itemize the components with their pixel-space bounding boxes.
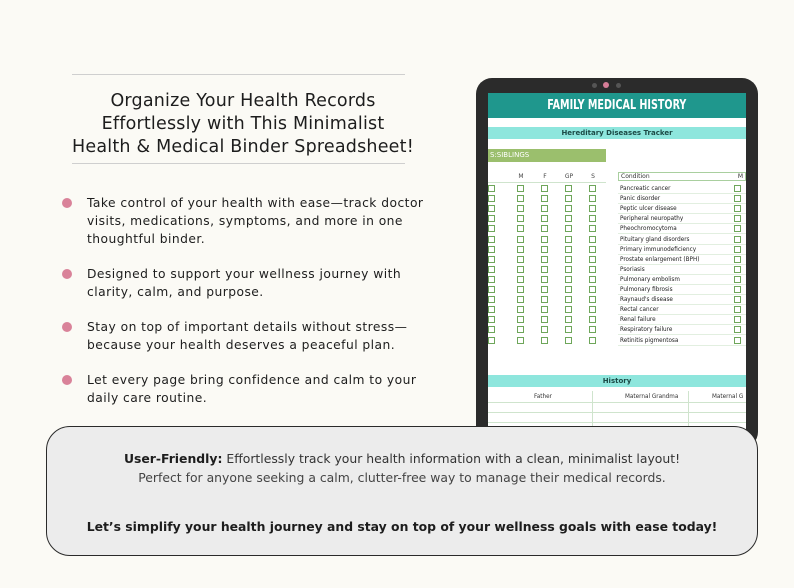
condition-label: Retinitis pigmentosa bbox=[620, 337, 679, 344]
condition-label: Pituitary gland disorders bbox=[620, 236, 690, 243]
checkbox[interactable] bbox=[565, 296, 572, 303]
feature-text: Take control of your health with ease—track doctor bbox=[87, 196, 424, 210]
checkbox[interactable] bbox=[565, 276, 572, 283]
checkbox[interactable] bbox=[565, 246, 572, 253]
condition-row bbox=[618, 325, 746, 335]
checkbox[interactable] bbox=[734, 256, 741, 263]
headline-line-2: Effortlessly with This Minimalist bbox=[101, 114, 385, 134]
checkbox[interactable] bbox=[589, 286, 596, 293]
checkbox[interactable] bbox=[589, 276, 596, 283]
checkbox[interactable] bbox=[517, 185, 524, 192]
checkbox[interactable] bbox=[517, 276, 524, 283]
grid-line bbox=[488, 422, 746, 423]
feature-item bbox=[62, 371, 416, 407]
checkbox[interactable] bbox=[488, 306, 495, 313]
callout-line-1 bbox=[47, 449, 757, 468]
checkbox[interactable] bbox=[565, 225, 572, 232]
checkbox[interactable] bbox=[517, 337, 524, 344]
checkbox[interactable] bbox=[589, 246, 596, 253]
checkbox[interactable] bbox=[541, 316, 548, 323]
feature-text: Let every page bring confidence and calm to your bbox=[87, 373, 417, 387]
checkbox[interactable] bbox=[488, 185, 495, 192]
feature-text: Stay on top of important details without stress— bbox=[87, 320, 408, 334]
feature-item bbox=[62, 265, 401, 301]
bullet-dot-icon bbox=[62, 322, 72, 332]
checkbox[interactable] bbox=[541, 195, 548, 202]
condition-label: Psoriasis bbox=[620, 266, 645, 273]
column-header: F bbox=[543, 173, 547, 180]
bullet-dot-icon bbox=[62, 198, 72, 208]
checkbox[interactable] bbox=[589, 326, 596, 333]
checkbox[interactable] bbox=[541, 306, 548, 313]
checkbox[interactable] bbox=[589, 236, 596, 243]
checkbox[interactable] bbox=[541, 296, 548, 303]
condition-label: Rectal cancer bbox=[620, 307, 659, 314]
condition-row bbox=[618, 204, 746, 214]
checkbox[interactable] bbox=[541, 256, 548, 263]
feature-item bbox=[62, 318, 407, 354]
checkbox[interactable] bbox=[589, 185, 596, 192]
condition-row bbox=[618, 315, 746, 325]
callout-label: User-Friendly: bbox=[123, 451, 223, 466]
checkbox[interactable] bbox=[517, 205, 524, 212]
checkbox[interactable] bbox=[541, 225, 548, 232]
checkbox[interactable] bbox=[565, 185, 572, 192]
grid-line bbox=[488, 402, 746, 403]
headline-line-3: Health & Medical Binder Spreadsheet! bbox=[72, 137, 414, 157]
condition-label: Raynaud's disease bbox=[620, 297, 673, 304]
sheet-title: FAMILY MEDICAL HISTORY bbox=[488, 93, 746, 118]
checkbox[interactable] bbox=[734, 246, 741, 253]
checkbox[interactable] bbox=[517, 306, 524, 313]
feature-text: thoughtful binder. bbox=[87, 232, 206, 246]
checkbox[interactable] bbox=[541, 205, 548, 212]
condition-row bbox=[618, 275, 746, 285]
camera-icon bbox=[603, 82, 609, 88]
checkbox[interactable] bbox=[589, 296, 596, 303]
checkbox[interactable] bbox=[488, 246, 495, 253]
column-header: S bbox=[591, 173, 595, 180]
headline bbox=[55, 90, 431, 159]
checkbox[interactable] bbox=[734, 306, 741, 313]
bullet-dot-icon bbox=[62, 375, 72, 385]
checkbox[interactable] bbox=[541, 215, 548, 222]
condition-row bbox=[618, 336, 746, 346]
condition-row bbox=[618, 214, 746, 224]
checkbox[interactable] bbox=[734, 225, 741, 232]
checkbox[interactable] bbox=[589, 256, 596, 263]
checkbox[interactable] bbox=[488, 215, 495, 222]
condition-label: Respiratory failure bbox=[620, 327, 673, 334]
history-column: Father bbox=[534, 394, 552, 400]
headline-line-1: Organize Your Health Records bbox=[110, 91, 376, 111]
checkbox[interactable] bbox=[565, 286, 572, 293]
checkbox[interactable] bbox=[488, 337, 495, 344]
feature-text: clarity, calm, and purpose. bbox=[87, 285, 264, 299]
checkbox[interactable] bbox=[517, 256, 524, 263]
callout-line-2: Perfect for anyone seeking a calm, clutter-free way to manage their medical records. bbox=[138, 470, 666, 485]
checkbox[interactable] bbox=[565, 266, 572, 273]
condition-label: Pulmonary embolism bbox=[620, 276, 680, 283]
checkbox[interactable] bbox=[565, 236, 572, 243]
checkbox[interactable] bbox=[565, 205, 572, 212]
checkbox[interactable] bbox=[517, 195, 524, 202]
checkbox[interactable] bbox=[488, 266, 495, 273]
grid-line bbox=[488, 412, 746, 413]
checkbox[interactable] bbox=[565, 256, 572, 263]
checkbox[interactable] bbox=[488, 326, 495, 333]
checkbox[interactable] bbox=[734, 316, 741, 323]
feature-text: Designed to support your wellness journey with bbox=[87, 267, 402, 281]
checkbox[interactable] bbox=[488, 316, 495, 323]
user-friendly-callout bbox=[46, 426, 758, 556]
checkbox[interactable] bbox=[565, 195, 572, 202]
grid-line bbox=[592, 391, 593, 431]
condition-row bbox=[618, 224, 746, 234]
condition-label: Renal failure bbox=[620, 317, 656, 324]
checkbox[interactable] bbox=[488, 225, 495, 232]
condition-row bbox=[618, 265, 746, 275]
checkbox[interactable] bbox=[589, 316, 596, 323]
checkbox[interactable] bbox=[488, 276, 495, 283]
checkbox[interactable] bbox=[734, 276, 741, 283]
checkbox[interactable] bbox=[734, 286, 741, 293]
checkbox[interactable] bbox=[565, 316, 572, 323]
feature-text: daily care routine. bbox=[87, 391, 208, 405]
siblings-label: S:SIBLINGS bbox=[488, 149, 606, 162]
condition-label: Primary immunodeficiency bbox=[620, 246, 697, 253]
checkbox[interactable] bbox=[517, 215, 524, 222]
checkbox[interactable] bbox=[517, 286, 524, 293]
checkbox[interactable] bbox=[565, 215, 572, 222]
condition-label: Pancreatic cancer bbox=[620, 186, 671, 192]
checkbox[interactable] bbox=[589, 266, 596, 273]
checkbox[interactable] bbox=[541, 266, 548, 273]
checkbox[interactable] bbox=[734, 236, 741, 243]
tracker-title: Hereditary Diseases Tracker bbox=[488, 127, 746, 139]
checkbox[interactable] bbox=[589, 195, 596, 202]
condition-row bbox=[618, 255, 746, 265]
checkbox[interactable] bbox=[488, 236, 495, 243]
feature-text: because your health deserves a peaceful plan. bbox=[87, 338, 396, 352]
checkbox[interactable] bbox=[589, 205, 596, 212]
callout-tagline: Let’s simplify your health journey and stay on top of your wellness goals with ease today! bbox=[86, 519, 718, 534]
checkbox[interactable] bbox=[565, 326, 572, 333]
checkbox[interactable] bbox=[565, 306, 572, 313]
condition-label: Peptic ulcer disease bbox=[620, 206, 677, 213]
history-title: History bbox=[488, 375, 746, 387]
checkbox[interactable] bbox=[488, 205, 495, 212]
condition-row bbox=[618, 235, 746, 245]
condition-label: Pulmonary fibrosis bbox=[620, 287, 673, 293]
checkbox[interactable] bbox=[734, 266, 741, 273]
condition-row bbox=[618, 295, 746, 305]
checkbox[interactable] bbox=[734, 195, 741, 202]
condition-label: Peripheral neuropathy bbox=[620, 216, 684, 223]
checkbox[interactable] bbox=[488, 286, 495, 293]
feature-item bbox=[62, 194, 423, 248]
checkbox[interactable] bbox=[488, 296, 495, 303]
checkbox[interactable] bbox=[589, 215, 596, 222]
callout-text: Effortlessly track your health information with a clean, minimalist layout! bbox=[226, 451, 681, 466]
condition-label: Panic disorder bbox=[620, 196, 661, 203]
checkbox[interactable] bbox=[589, 337, 596, 344]
checkbox[interactable] bbox=[541, 286, 548, 293]
checkbox[interactable] bbox=[734, 205, 741, 212]
checkbox[interactable] bbox=[517, 296, 524, 303]
checkbox[interactable] bbox=[517, 316, 524, 323]
condition-row bbox=[618, 285, 746, 295]
condition-row bbox=[618, 184, 746, 194]
spreadsheet-preview bbox=[488, 93, 746, 448]
checkbox[interactable] bbox=[488, 256, 495, 263]
column-header: GP bbox=[564, 173, 574, 180]
condition-row bbox=[618, 305, 746, 315]
feature-text: visits, medications, symptoms, and more in one bbox=[87, 214, 403, 228]
checkbox[interactable] bbox=[488, 195, 495, 202]
top-divider bbox=[72, 74, 405, 75]
condition-row bbox=[618, 245, 746, 255]
history-column: Maternal G bbox=[712, 394, 744, 400]
grid-line bbox=[488, 182, 606, 183]
checkbox[interactable] bbox=[517, 326, 524, 333]
checkbox[interactable] bbox=[589, 306, 596, 313]
history-column: Maternal Grandma bbox=[625, 394, 679, 400]
checkbox[interactable] bbox=[734, 185, 741, 192]
tablet-mockup bbox=[476, 78, 758, 448]
checkbox[interactable] bbox=[541, 276, 548, 283]
checkbox[interactable] bbox=[517, 246, 524, 253]
checkbox[interactable] bbox=[734, 337, 741, 344]
checkbox[interactable] bbox=[541, 326, 548, 333]
checkbox[interactable] bbox=[541, 185, 548, 192]
checkbox[interactable] bbox=[734, 215, 741, 222]
grid-line bbox=[688, 391, 689, 431]
checkbox[interactable] bbox=[541, 337, 548, 344]
checkbox[interactable] bbox=[517, 225, 524, 232]
checkbox[interactable] bbox=[517, 236, 524, 243]
camera-icon bbox=[592, 83, 597, 88]
camera-icon bbox=[616, 83, 621, 88]
checkbox[interactable] bbox=[541, 246, 548, 253]
condition-header: Condition M bbox=[618, 172, 746, 181]
checkbox[interactable] bbox=[734, 326, 741, 333]
headline-divider bbox=[72, 163, 405, 164]
condition-row bbox=[618, 194, 746, 204]
checkbox[interactable] bbox=[734, 296, 741, 303]
checkbox[interactable] bbox=[517, 266, 524, 273]
condition-label: Prostate enlargement (BPH) bbox=[620, 256, 700, 263]
checkbox[interactable] bbox=[541, 236, 548, 243]
condition-label: Pheochromocytoma bbox=[620, 226, 677, 233]
checkbox[interactable] bbox=[565, 337, 572, 344]
column-header: M bbox=[518, 173, 524, 180]
checkbox[interactable] bbox=[589, 225, 596, 232]
bullet-dot-icon bbox=[62, 269, 72, 279]
